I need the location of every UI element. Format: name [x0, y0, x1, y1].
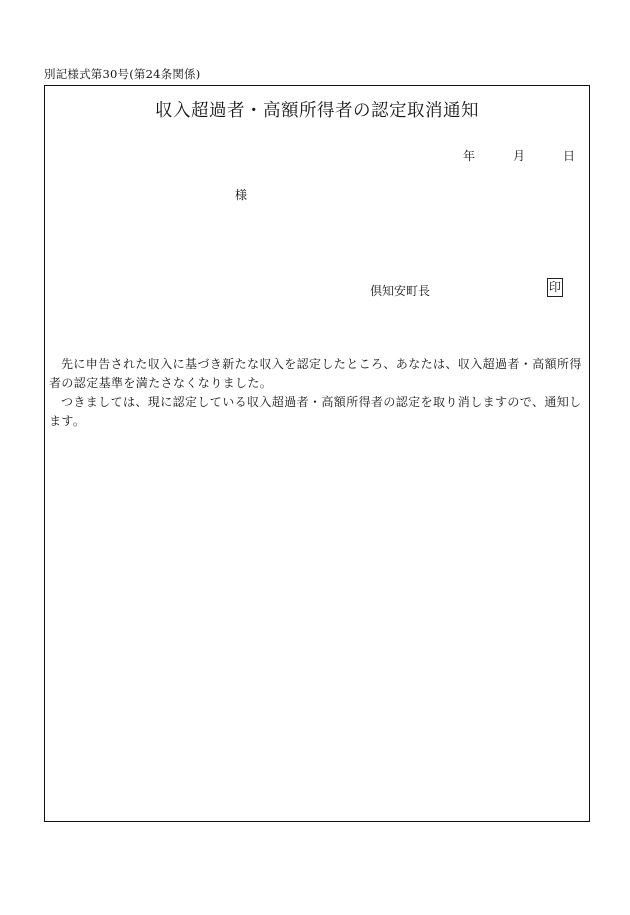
document-frame: [44, 85, 590, 822]
date-day-label: 日: [563, 149, 576, 163]
date-year-label: 年: [463, 149, 476, 163]
form-number: 別記様式第30号(第24条関係): [44, 67, 201, 81]
notice-paragraph: 先に申告された収入に基づき新たな収入を認定したところ、あなたは、収入超過者・高額所得者の認定基準を満たさなくなりました。: [49, 357, 582, 390]
seal-mark: 印: [547, 278, 563, 297]
addressee-suffix: 様: [235, 188, 248, 202]
notice-paragraph: つきましては、現に認定している収入超過者・高額所得者の認定を取り消しますので、通知します。: [49, 395, 582, 428]
date-month-label: 月: [513, 149, 526, 163]
notice-body: [49, 355, 589, 431]
document-title: 収入超過者・高額所得者の認定取消通知: [155, 101, 479, 121]
sender-title: 倶知安町長: [370, 284, 431, 298]
